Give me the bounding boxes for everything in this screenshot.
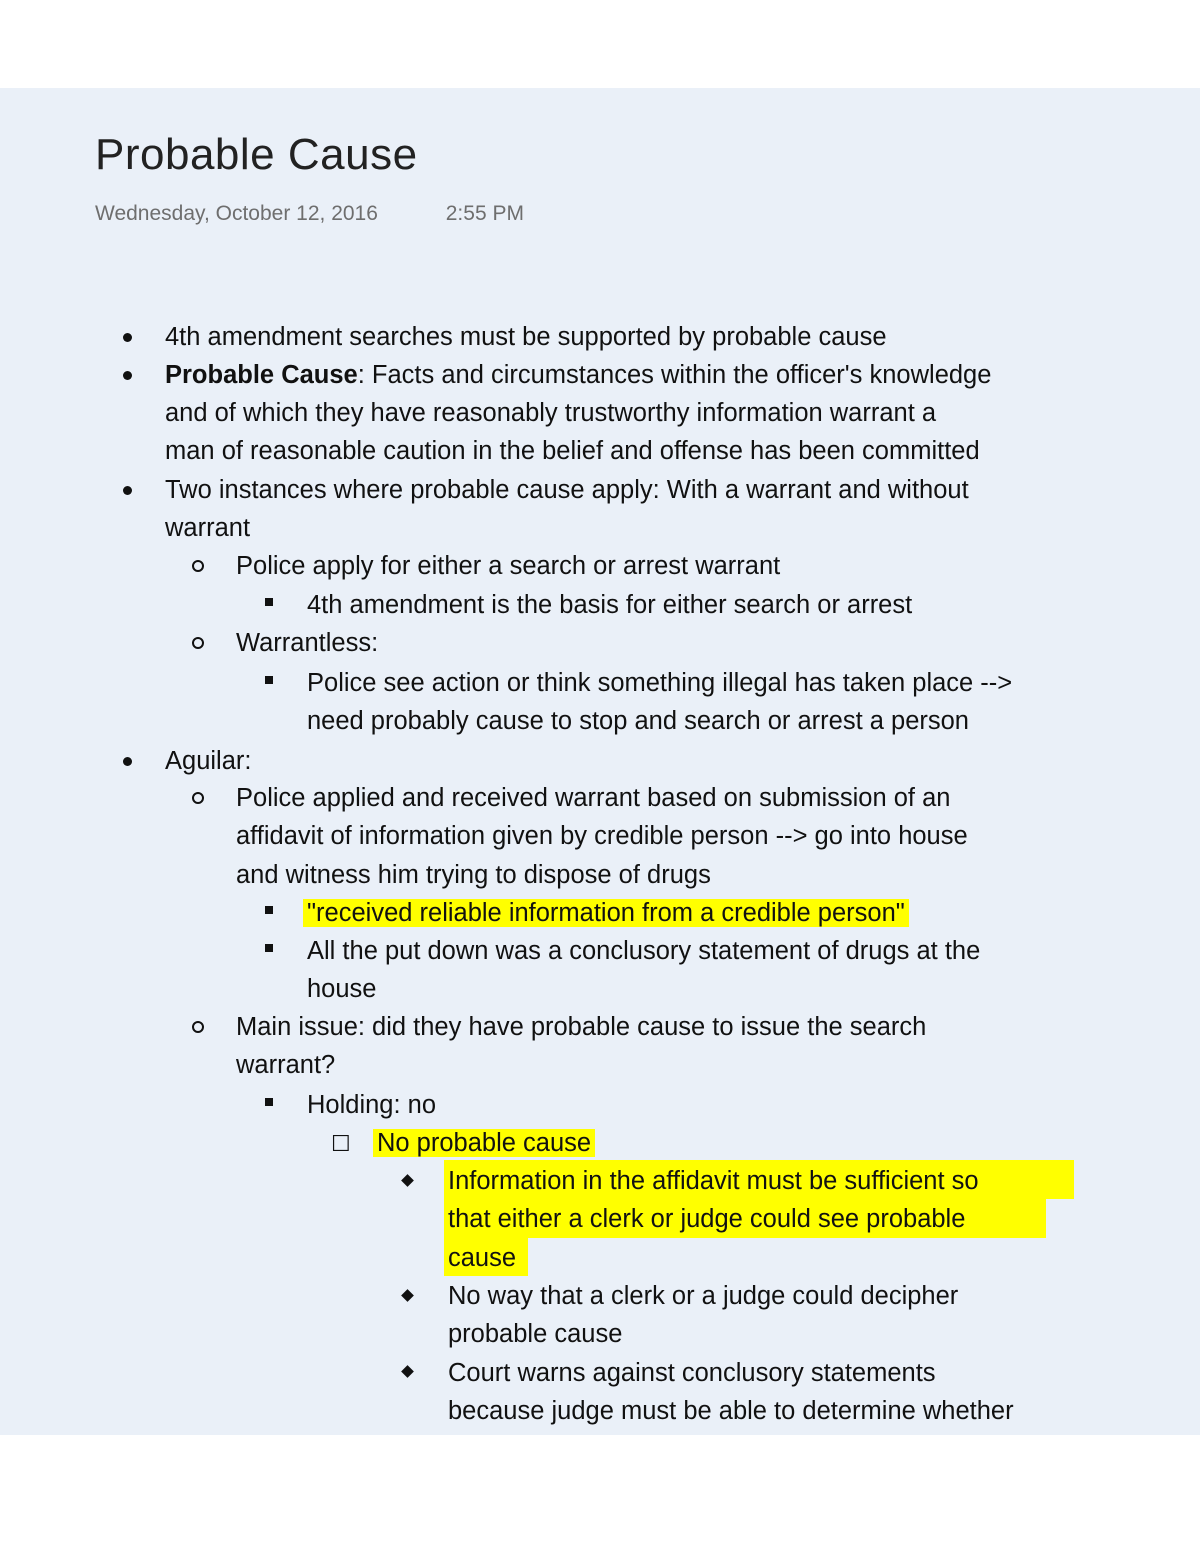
list-item-continuation: warrant [165,514,251,542]
square-bullet-icon [265,944,273,952]
note-timestamp [95,202,524,226]
highlighted-quote: "received reliable information from a credible person" [303,899,909,927]
list-item: 4th amendment is the basis for either search or arrest [307,591,913,619]
square-bullet-icon [265,676,273,684]
list-item: Warrantless: [236,629,379,657]
list-item-continuation: that either a clerk or judge could see probable [448,1205,966,1233]
list-item: Aguilar: [165,747,252,775]
list-item: All the put down was a conclusory statement of drugs at the [307,937,981,965]
circle-bullet-icon [192,560,204,572]
note-time: 2:55 PM [445,202,524,225]
list-item: Two instances where probable cause apply: With a warrant and without [165,476,969,504]
list-item: No way that a clerk or a judge could decipher [448,1282,959,1310]
square-bullet-icon [265,598,273,606]
list-item: Main issue: did they have probable cause to issue the search [236,1013,927,1041]
highlighted-text: No probable cause [373,1129,595,1157]
term-label: Probable Cause [165,361,358,389]
note-date: Wednesday, October 12, 2016 [95,202,378,225]
list-item: Police apply for either a search or arrest warrant [236,552,781,580]
square-bullet-icon [265,1098,273,1106]
list-item [373,1124,595,1162]
list-item-continuation: and witness him trying to dispose of drugs [236,861,711,889]
disc-bullet-icon [123,757,132,766]
list-item-continuation: man of reasonable caution in the belief and offense has been committed [165,437,980,465]
list-item-continuation: cause [448,1244,517,1272]
list-item-continuation: house [307,975,377,1003]
list-item-continuation: need probably cause to stop and search or arrest a person [307,707,969,735]
square-bullet-icon [265,906,273,914]
disc-bullet-icon [123,333,132,342]
list-item: Holding: no [307,1091,437,1119]
list-item-continuation: probable cause [448,1320,623,1348]
list-item: Court warns against conclusory statements [448,1359,936,1387]
list-item: Police see action or think something illegal has taken place --> [307,669,1013,697]
circle-bullet-icon [192,637,204,649]
list-item: 4th amendment searches must be supported by probable cause [165,323,887,351]
list-item-continuation: and of which they have reasonably trustworthy information warrant a [165,399,937,427]
checkbox-bullet-icon: ☐ [331,1132,351,1157]
list-item [165,356,991,394]
disc-bullet-icon [123,486,132,495]
list-item: Information in the affidavit must be sufficient so [448,1167,979,1195]
circle-bullet-icon [192,1021,204,1033]
list-item-continuation: warrant? [236,1051,336,1079]
disc-bullet-icon [123,371,132,380]
page-title: Probable Cause [95,130,418,179]
circle-bullet-icon [192,792,204,804]
list-item [303,894,909,932]
definition-text: : Facts and circumstances within the officer's knowledge [357,361,992,389]
list-item-continuation: affidavit of information given by credible person --> go into house [236,822,968,850]
list-item-continuation: because judge must be able to determine whether [448,1397,1014,1425]
list-item: Police applied and received warrant based on submission of an [236,784,951,812]
